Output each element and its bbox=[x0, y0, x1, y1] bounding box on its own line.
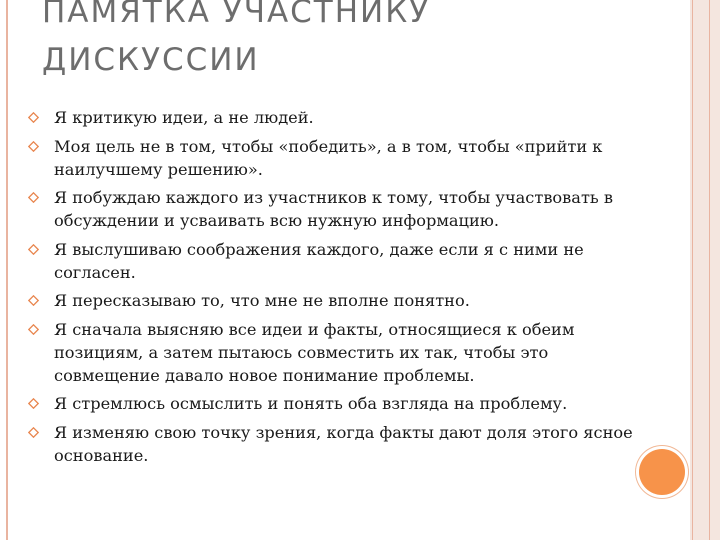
bullet-text: Я изменяю свою точку зрения, когда факты дают доля этого ясное основание. bbox=[54, 422, 633, 465]
hollow-diamond-icon bbox=[28, 186, 54, 209]
list-item bbox=[28, 106, 648, 129]
bullet-text: Я пересказываю то, что мне не вполне понятно. bbox=[54, 291, 470, 310]
hollow-diamond-icon bbox=[28, 421, 54, 444]
hollow-diamond-icon bbox=[28, 289, 54, 312]
bullet-list bbox=[28, 106, 648, 472]
bullet-text: Моя цель не в том, чтобы «победить», а в том, чтобы «прийти к наилучшему решению». bbox=[54, 136, 603, 179]
slide-title-line-2: ДИСКУССИИ bbox=[42, 42, 260, 78]
list-item bbox=[28, 318, 648, 387]
hollow-diamond-icon bbox=[28, 106, 54, 129]
slide-title bbox=[42, 0, 662, 84]
bullet-text: Я выслушиваю соображения каждого, даже если я с ними не согласен. bbox=[54, 239, 584, 282]
list-item bbox=[28, 289, 648, 312]
slide-title-line-1: ПАМЯТКА УЧАСТНИКУ bbox=[42, 0, 431, 30]
hollow-diamond-icon bbox=[28, 318, 54, 341]
bullet-text: Я критикую идеи, а не людей. bbox=[54, 108, 314, 127]
list-item bbox=[28, 186, 648, 232]
hollow-diamond-icon bbox=[28, 392, 54, 415]
right-decorative-border bbox=[690, 0, 720, 540]
hollow-diamond-icon bbox=[28, 135, 54, 158]
decorative-orange-circle bbox=[639, 449, 685, 495]
right-border-line-inner bbox=[692, 0, 694, 540]
list-item bbox=[28, 135, 648, 181]
left-border-line bbox=[6, 0, 8, 540]
right-border-line-outer bbox=[709, 0, 711, 540]
list-item bbox=[28, 421, 648, 467]
list-item bbox=[28, 238, 648, 284]
hollow-diamond-icon bbox=[28, 238, 54, 261]
bullet-text: Я стремлюсь осмыслить и понять оба взгляда на проблему. bbox=[54, 394, 568, 413]
bullet-text: Я сначала выясняю все идеи и факты, относящиеся к обеим позициям, а затем пытаюсь совместить их так, чтобы это совмещение давало новое понимание проблемы. bbox=[54, 319, 575, 385]
bullet-text: Я побуждаю каждого из участников к тому, чтобы участвовать в обсуждении и усваивать всю нужную информацию. bbox=[54, 188, 613, 230]
list-item bbox=[28, 392, 648, 415]
